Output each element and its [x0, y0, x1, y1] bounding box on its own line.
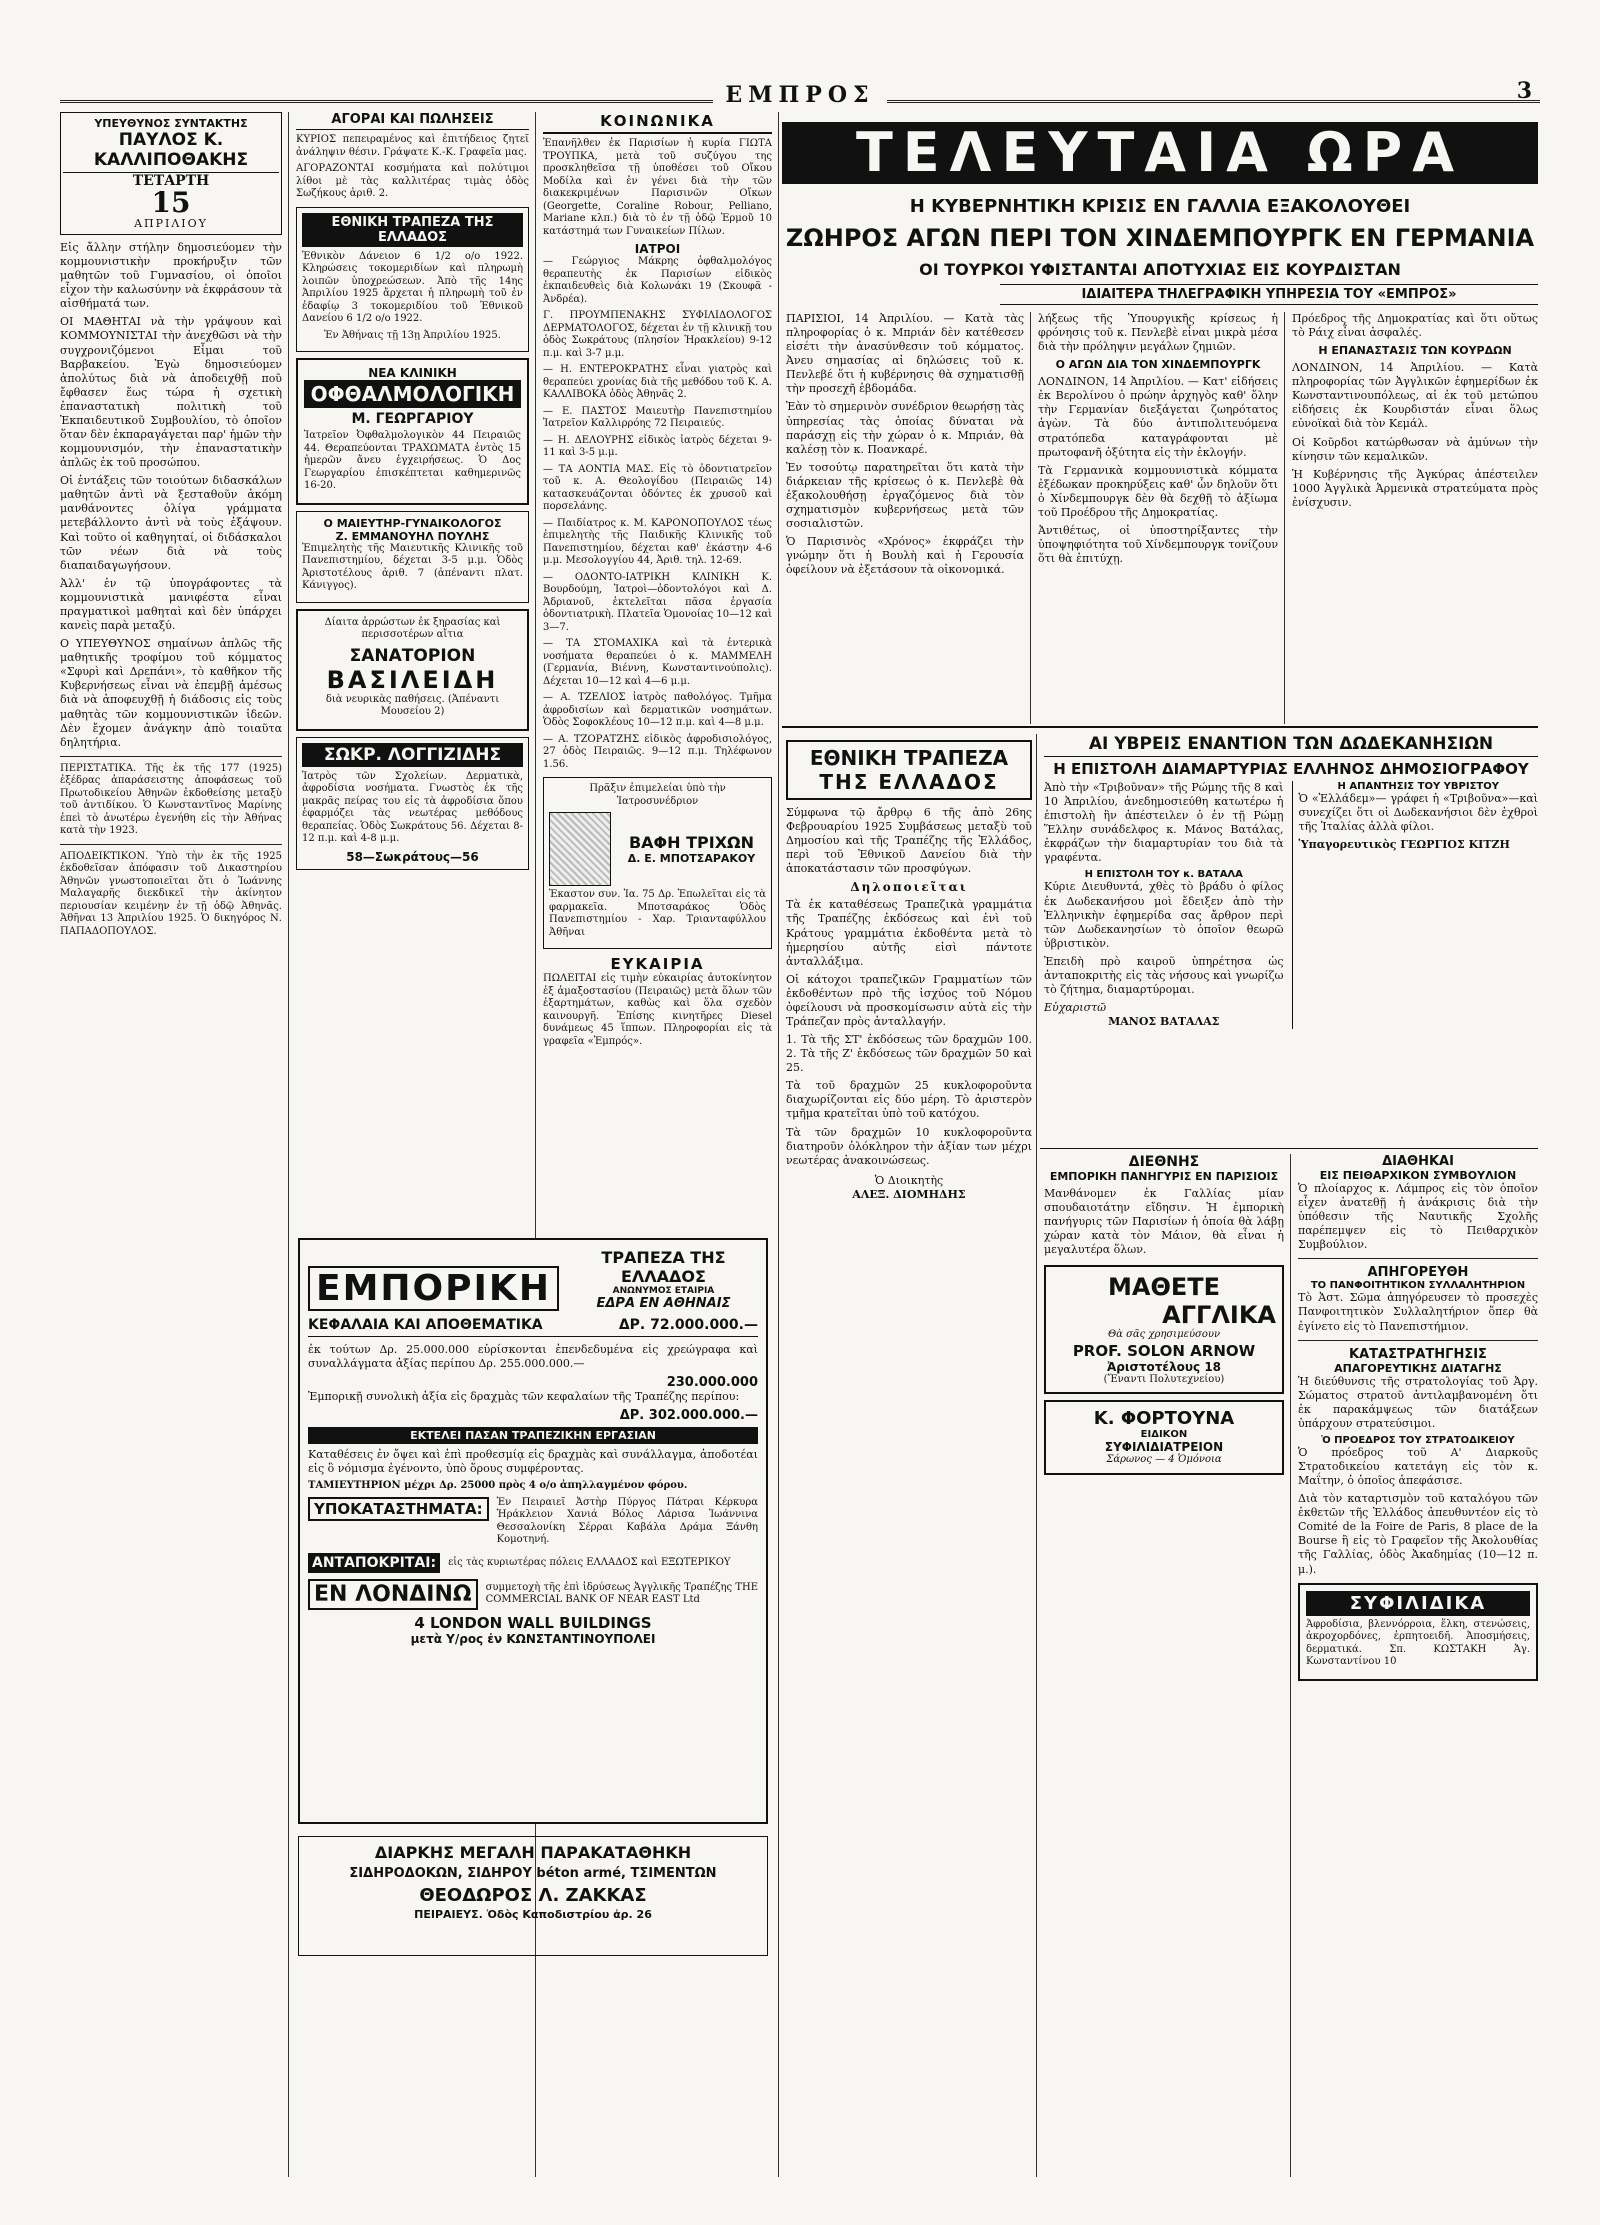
dodecanese-paragraph: Ἐπειδὴ πρὸ καιροῦ ὑπηρέτησα ὡς ἀνταποκριτὴς εἰς τὰς νήσους καὶ γνωρίζω τὸ ζήτημα, διαμαρτύρομαι. — [1044, 954, 1284, 997]
english-title: ΑΓΓΛΙΚΑ — [1162, 1301, 1276, 1330]
doctor-listing: — Α. ΤΖΕΛΙΟΣ ἰατρὸς παθολόγος. Τμῆμα ἀφροδισίων καὶ δερματικῶν νοσημάτων. Ὁδὸς Σοφοκλέους 10—12 π.μ. καὶ 4—8 μ.μ. — [543, 692, 772, 728]
news-paragraph: Ἀντιθέτως, οἱ ὑποστηρίξαντες τὴν ὑποψηφιότητα τοῦ Χίνδεμπουργκ τονίζουν ὅτι θὰ ἐπιτύχῃ. — [1038, 524, 1278, 566]
bank-notice — [296, 207, 529, 353]
english-title: ΜΑΘΕΤΕ — [1107, 1273, 1221, 1302]
hair-dye-intro: Πρᾶξιν ἐπιμελείαι ὑπὸ τὴν Ἰατροσυνέδριον — [589, 783, 726, 807]
headline-germany: ΖΩΗΡΟΣ ΑΓΩΝ ΠΕΡΙ ΤΟΝ ΧΙΝΔΕΜΠΟΥΡΓΚ ΕΝ ΓΕΡΜΑΝΙΑ — [785, 224, 1535, 252]
syphilis-text: Ἀφροδίσια, βλεννόρροια, ἕλκη, στενώσεις, ἀκροχορδόνες, ἑρπητοειδῆ. Ἀποσμήσεις, δερματικά. Σπ. ΚΩΣΤΑΚΗ Ἀγ. Κωνσταντίνου 10 — [1306, 1618, 1530, 1668]
issue-month: ΑΠΡΙΛΙΟΥ — [134, 217, 208, 230]
emporiki-bank-ad — [298, 1238, 768, 1824]
news-paragraph: ΠΑΡΙΣΙΟΙ, 14 Ἀπριλίου. — Κατὰ τὰς πληροφορίας ὁ κ. Μπριάν δὲν κατέθεσεν εἰσέτι τὴν ἀνασύνθεσιν τοῦ κόμματος. Ἀνευ σημασίας αἱ δηλώσεις τοῦ κ. Πενλεβέ ὅτι ἡ κυβέρνησις θὰ σχηματισθῇ τὴν προσεχῆ ἑβδομάδα. — [786, 312, 1024, 396]
bank2-paragraph: Τὰ τοῦ δραχμῶν 25 κυκλοφοροῦντα διαχωρίζονται εἰς δύο μέρη. Τὸ ἀριστερὸν τμῆμα κρατεῖται ὑπὸ τοῦ κατόχου. — [786, 1079, 1032, 1121]
doctor-listing: — Α. ΤΖΟΡΑΤΖΗΣ εἰδικὸς ἀφροδισιολόγος, 27 ὁδὸς Πειραιῶς. 9—12 π.μ. Τηλέφωνον 1.56. — [543, 733, 772, 770]
emporiki-constantinople: μετὰ Υ/ρος ἐν ΚΩΝΣΤΑΝΤΙΝΟΥΠΟΛΕΙ — [410, 1631, 656, 1646]
emporiki-subtitle: ΕΔΡΑ ΕΝ ΑΘΗΝΑΙΣ — [596, 1296, 731, 1311]
doctor-listing: — Ε. ΠΑΣΤΟΣ Μαιευτὴρ Πανεπιστημίου Ἰατρεῖον Καλλιρρόης 72 Πειραιεύς. — [543, 405, 772, 429]
order-subheading: ΑΠΑΓΟΡΕΥΤΙΚΗΣ ΔΙΑΤΑΓΗΣ — [1334, 1361, 1502, 1375]
bank2-paragraph: Τὰ ἐκ καταθέσεως Τραπεζικὰ γραμμάτια τῆς Τραπέζης ἐκδόσεως καὶ ἐνὶ τοῦ Κράτους γραμμάτια ἐκδοθέντα μετὰ τὸ ἡμερησίου αὐτῆς εἰσὶ πάντοτε ἀνταλλάξιμα. — [786, 898, 1032, 968]
dodecanese-signature: ΜΑΝΟΣ ΒΑΤΑΛΑΣ — [1108, 1015, 1220, 1029]
doctor-listing: Γ. ΠΡΟΥΜΠΕΝΑΚΗΣ ΣΥΦΙΛΙΔΟΛΟΓΟΣ ΔΕΡΜΑΤΟΛΟΓΟΣ, δέχεται ἐν τῇ κλινικῇ του ὁδὸς Σωκράτους (πλησίον Ἡρακλείου) 9-12 π.μ. καὶ 3-7 μ.μ. — [543, 310, 772, 359]
clinic-text: Ἰατρεῖον Ὀφθαλμολογικὸν 44 Πειραιῶς 44. Θεραπεύονται ΤΡΑΧΩΜΑΤΑ ἐντὸς 15 ἡμερῶν ἄνευ ἐγχειρήσεως. Ὁ Δος Γεωργαρίου ἐπισκέπτεται καθημερινῶς 16-20. — [304, 430, 521, 491]
sanatorium-text: διὰ νευρικὰς παθήσεις. (Ἀπέναντι Μουσείου 2) — [325, 693, 500, 717]
fair-paragraph: Μανθάνομεν ἐκ Γαλλίας μίαν σπουδαιοτάτην εἴδησιν. Ἡ ἐμπορικὴ πανήγυρις τῶν Παρισίων ἡ ὁποία θὰ λάβῃ χώραν κατὰ τὸν Μάιον, θὰ εἶναι ἡ μεγαλυτέρα ὅλων. — [1044, 1187, 1284, 1257]
dodecanese-letter-heading: Η ΕΠΙΣΤΟΛΗ ΤΟΥ κ. ΒΑΤΑΛΑ — [1084, 869, 1243, 881]
doctor-ad-address: 58—Σωκράτους—56 — [346, 849, 479, 864]
dodecanese-heading: ΑΙ ΥΒΡΕΙΣ ΕΝΑΝΤΙΟΝ ΤΩΝ ΔΩΔΕΚΑΝΗΣΙΩΝ — [1044, 734, 1538, 757]
editor-name: ΠΑΥΛΟΣ Κ. ΚΑΛΛΙΠΟΘΑΚΗΣ — [63, 130, 279, 173]
order-paragraph: Ἡ διεύθυνσις τῆς στρατολογίας τοῦ Ἀργ. Σώματος στρατοῦ ἀντιλαμβανομένη ὅτι ἐκ παρακάμψεως τῶν διατάξεων ὑπάρχουν στρατεύσιμοι. — [1298, 1374, 1538, 1430]
news-paragraph: Πρόεδρος τῆς Δημοκρατίας καὶ ὅτι οὕτως τὸ Ράιχ εἶναι ἀσφαλές. — [1292, 312, 1538, 340]
fortouna-sub2: ΣΥΦΙΛΙΔΙΑΤΡΕΙΟΝ — [1104, 1440, 1224, 1455]
emporiki-london-address: 4 LONDON WALL BUILDINGS — [414, 1613, 652, 1632]
bank2-paragraph: Οἱ κάτοχοι τραπεζικῶν Γραμματίων τῶν ἐκδοθέντων πρὸ τῆς ἰσχύος τοῦ Νόμου ὀφείλουσι νὰ προσκομίσωσιν αὐτὰ εἰς τὴν Τράπεζαν πρὸς ἀνταλλαγήν. — [786, 972, 1032, 1029]
bank2-paragraph: Σύμφωνα τῷ ἄρθρῳ 6 τῆς ἀπὸ 26ης Φεβρουαρίου 1925 Συμβάσεως μεταξὺ τοῦ Δημοσίου καὶ τῆς Τραπέζης τῆς Ἑλλάδος, περὶ τοῦ Ἐθνικοῦ Δανείου διὰ τὴν ἀποκατάστασιν τῶν προσφύγων. — [786, 806, 1032, 876]
hair-dye-title: ΒΑΦΗ ΤΡΙΧΩΝ — [628, 833, 755, 852]
emporiki-branches: Ἐν Πειραιεῖ Ἀστὴρ Πύργος Πάτραι Κέρκυρα Ἡράκλειον Χανιά Βόλος Λάρισα Ἰωάννινα Θεσσαλονίκη Σέρραι Καβάλα Δράμα Ξάνθη Κομοτηνή. — [496, 1496, 758, 1546]
doctor-listing: — ΤΑ ΑΟΝΤΙΑ ΜΑΣ. Εἰς τὸ ὀδοντιατρεῖον τοῦ κ. Α. Θεολογίδου (Πειραιῶς 14) κατασκευάζονται ὀδόντες ἐκ χρυσοῦ καὶ πορσελάνης. — [543, 463, 772, 512]
masthead — [0, 78, 1600, 108]
emporiki-amount: 230.000.000 — [666, 1375, 758, 1391]
bank2-paragraph: Τὰ τῶν δραχμῶν 10 κυκλοφοροῦντα διατηροῦν ὁλόκληρον τὴν ἀξίαν των μέχρι νεωτέρας ἀνακοινώσεως. — [786, 1125, 1032, 1167]
paris-fair-article — [1044, 1154, 1284, 1924]
doctor-ad — [296, 737, 529, 870]
news-paragraph: Ἐὰν τὸ σημερινὸν συνέδριον θεωρήσῃ τὰς ὑπηρεσίας τὰς ὁποίας δύναται νὰ παράσχῃ εἰς τὴν χώραν ὁ κ. Μπριάν, θὰ καλέσῃ τὸν κ. Ποανκαρέ. — [786, 400, 1024, 456]
hair-dye-ad — [543, 777, 772, 949]
news-subheading: Ο ΑΓΩΝ ΔΙΑ ΤΟΝ ΧΙΝΔΕΜΠΟΥΡΓΚ — [1055, 358, 1261, 372]
emporiki-deposits: Καταθέσεις ἐν ὄψει καὶ ἐπὶ προθεσμίᾳ εἰς δραχμὰς καὶ συνάλλαγμα, ἀποδοτέαι εἰς ὃ νόμισμα ἐγένοντο, ὑπὸ ὅρους συμφέροντας. — [308, 1448, 758, 1476]
news-subheading: Η ΕΠΑΝΑΣΤΑΣΙΣ ΤΩΝ ΚΟΥΡΔΩΝ — [1318, 344, 1512, 358]
bank2-signature-name: ΑΛΕΞ. ΔΙΟΜΗΔΗΣ — [852, 1187, 966, 1201]
editorial-paragraph: Οἱ ἐντάξεις τῶν τοιούτων διδασκάλων μαθητῶν ἀντὶ νὰ ξεσταθοῦν ἀκόμη μανθάνοντες ὀλίγα γράμματα μετεβάλλοντο ἀντὶ νὰ τοὺς ἐξάψουν. Καὶ τοῦτο οἱ καθηγηταί, οἱ διδάσκαλοι τῶν νέων διὰ νὰ τοὺς διαπαιδαγωγήσουν. — [60, 474, 282, 572]
emporiki-subtitle: ΤΡΑΠΕΖΑ ΤΗΣ ΕΛΛΑΔΟΣ — [601, 1248, 726, 1286]
zakkas-address: ΠΕΙΡΑΙΕΥΣ. Ὁδὸς Καποδιστρίου ἀρ. 26 — [414, 1908, 652, 1921]
classified-ad: ΚΥΡΙΟΣ πεπειραμένος καὶ ἐπιτήδειος ζητεῖ ἀνάληψιν θέσιν. Γράψατε Κ.-Κ. Γραφεῖα μας. — [296, 134, 529, 158]
national-bank-notice — [786, 734, 1032, 1884]
editor-box — [60, 112, 282, 235]
dodecanese-closing: Εὐχαριστῶ — [1044, 1001, 1107, 1015]
news-column-germany — [1038, 312, 1278, 722]
section-heading: ΑΓΟΡΑΙ ΚΑΙ ΠΩΛΗΣΕΙΣ — [296, 112, 529, 130]
bank-notice-text: Ἐθνικὸν Δάνειον 6 1/2 ο/ο 1922. Κληρώσεις τοκομεριδίων καὶ πληρωμὴ λοιπῶν ὑποχρεώσεων. Ἀπὸ τῆς 14ης Ἀπριλίου 1925 ἄρχεται ἡ πληρωμὴ τοῦ ἐν ἐδαφίῳ 3 τοκομεριδίου τοῦ Ἐθνικοῦ Δανείου 6 1/2 ο/ο 1922. — [302, 250, 523, 324]
discipline-subheading: ΕΙΣ ΠΕΙΘΑΡΧΙΚΟΝ ΣΥΜΒΟΥΛΙΟΝ — [1319, 1169, 1517, 1182]
news-paragraph: Ἡ Κυβέρνησις τῆς Ἀγκύρας ἀπέστειλεν 1000 Ἀγγλικὰ Ἀρμενικὰ στρατεύματα πρὸς ἐνίσχυσιν. — [1292, 467, 1538, 509]
hair-dye-text: Ἐκαστον συν. Ἰα. 75 Δρ. Ἐπωλεῖται εἰς τὰ φαρμακεῖα. Μποτσαράκος Ὁδὸς Πανεπιστημίου - Χαρ. Τριανταφύλλου Ἀθῆναι — [549, 889, 766, 938]
sanatorium-title: ΣΑΝΑΤΟΡΙΟΝ — [349, 645, 476, 666]
bank-notice-sign: Ἐν Ἀθήναις τῇ 13ῃ Ἀπριλίου 1925. — [324, 329, 501, 341]
domestic-news-column — [1298, 1154, 1538, 1924]
emporiki-investments: ἐκ τούτων Δρ. 25.000.000 εὑρίσκονται ἐπενδεδυμένα εἰς χρεώγραφα καὶ συναλλάγματα ἀξίας περίπου Δρ. 255.000.000.— — [308, 1343, 758, 1371]
legal-notice: ΠΕΡΙΣΤΑΤΙΚΑ. Τῆς ἐκ τῆς 177 (1925) ἐξέδρας ἀπαράσειστης ἀποφάσεως τοῦ Πρωτοδικείου Ἀθηνῶν ἐκδοθείσης μεταξὺ τοῦ ἀντιδίκου. Ὁ Κωνσταντῖνος Μαρίνης ἐπεὶ τὸ ἀνωτέρω ἐγενήθη εἰς τὴν Ἀθήνας κατὰ τὴν 1923. — [60, 762, 282, 837]
section-heading: ΚΟΙΝΩΝΙΚΑ — [543, 112, 772, 134]
doctors-heading: ΙΑΤΡΟΙ — [634, 242, 681, 256]
opportunity-heading: ΕΥΚΑΙΡΙΑ — [610, 955, 705, 973]
page-number: 3 — [1516, 78, 1532, 104]
english-address: Ἀριστοτέλους 18 — [1106, 1359, 1222, 1374]
editorial-paragraph: ΟΙ ΜΑΘΗΤΑΙ νὰ τὴν γράψουν καὶ ΚΟΜΜΟΥΝΙΣΤΑΙ τὴν ἀνεχθῶσι νὰ τὴν συγχρονιζόμενοι Εἶμαι τοῦ Βαρβακείου. Ἐγὼ δημοσιεύομεν ἀπολύτως διὰ νὰ ἀποδειχθῇ ποῦ ἔφθασεν ἕως τώρα ἡ σχετικὴ ἐπαναστατικὴ πολιτικὴ τοῦ Ἐκπαιδευτικοῦ Συμβουλίου, τὸ ὁποῖον ὅταν δὲν ἐκπαραγάγεται παρ' ἡμῶν τὴν κομμουνισμόν, τὴν ἐπαναστατικὴν ἀπλῶς ἐκ τοῦ προσώπου. — [60, 315, 282, 470]
fortouna-ad — [1044, 1400, 1284, 1475]
emporiki-london-label: ΕΝ ΛΟΝΔΙΝΩ — [308, 1579, 478, 1610]
english-lessons-ad — [1044, 1265, 1284, 1394]
section-divider — [782, 726, 1538, 728]
news-paragraph: Ὁ Παρισινὸς «Χρόνος» ἐκφράζει τὴν γνώμην ὅτι ἡ Βουλὴ καὶ ἡ Γερουσία ὀφείλουν νὰ ἐξετάσουν τὰ οἰκονομικά. — [786, 535, 1024, 577]
column-rule — [1290, 1154, 1291, 2177]
opportunity-text: ΠΩΛΕΙΤΑΙ εἰς τιμὴν εὐκαιρίας ἀυτοκίνητον ἐξ ἀμαξοστασίου (Πειραιῶς) μετὰ ὅλων τῶν ἐξαρτημάτων, καθὼς καὶ ὅλα σχεδὸν καινουργῆ. Ἐπίσης κινητῆρες Diesel δυνάμεως 45 ἵππων. Πληροφορίαι εἰς τὰ γραφεῖα «Ἐμπρός». — [543, 973, 772, 1047]
english-teacher: PROF. SOLON ARNOW — [1072, 1341, 1256, 1360]
paper-name: ΕΜΠΡΟΣ — [713, 82, 886, 108]
issue-date-number: 15 — [151, 186, 191, 219]
clinic-head: ΝΕΑ ΚΛΙΝΙΚΗ — [368, 366, 457, 380]
emporiki-london-text: συμμετοχὴ τῆς ἐπὶ ἱδρύσεως Ἀγγλικῆς Τραπέζης THE COMMERCIAL BANK OF NEAR EAST Ltd — [485, 1581, 759, 1606]
dodecanese-paragraph: Κύριε Διευθυντά, χθὲς τὸ βράδυ ὁ φίλος ἐκ Δωδεκανήσου μοὶ ἔδειξεν ἀπὸ τὴν Ἑλληνικὴν ἐφημερίδα σας ἄρθρον περὶ τῶν Δωδεκανησίων τὸ ὁποῖον θεωρῶ ὑβριστικὸν. — [1044, 880, 1284, 950]
news-paragraph: ΛΟΝΔΙΝΟΝ, 14 Ἀπριλίου. — Κατ' εἰδήσεις ἐκ Βερολίνου ὁ πρώην ἀρχηγὸς καθ' ὅλην τὴν Γερμανίαν διεξάγεται ζωηρότατος ἀγὼν. Τὰ δύο ἀντιπολιτευόμενα στρατόπεδα καταγράφονται μὲ πρωτοφανῆ ὁξύτητα εἰς τὴν ἐκλογήν. — [1038, 375, 1278, 459]
bank-notice-title: ΕΘΝΙΚΗ ΤΡΑΠΕΖΑ ΤΗΣ ΕΛΛΑΔΟΣ — [302, 213, 523, 247]
emporiki-total-amount: ΔΡ. 302.000.000.— — [619, 1408, 758, 1424]
emporiki-branches-label: ΥΠΟΚΑΤΑΣΤΗΜΑΤΑ: — [308, 1497, 489, 1521]
editor-label: ΥΠΕΥΘΥΝΟΣ ΣΥΝΤΑΚΤΗΣ — [94, 117, 248, 130]
column-rule — [288, 112, 289, 2177]
fortouna-name: Κ. ΦΟΡΤΟΥΝΑ — [1093, 1408, 1235, 1430]
discipline-paragraph: Ὁ πλοίαρχος κ. Λάμπρος εἰς τὸν ὁποῖον εἶχεν ἀνατεθῇ ἡ ἀνάκρισις διὰ τὴν ὑπόθεσιν τῆς Ναυτικῆς Σχολῆς παρέπεμψεν εἰς τὸ Πειθαρχικὸν Συμβούλιον. — [1298, 1182, 1538, 1252]
dodecanese-paragraph: Ἀπὸ τὴν «Τριβοῦναν» τῆς Ρώμης τῆς 8 καὶ 10 Ἀπριλίου, ἀνεδημοσιεύθη κατωτέρω ἡ ἐπιστολὴ ἣν ἀπέστειλεν ὁ ἐν τῇ Ρώμῃ Ἕλλην συνάδελφος κ. Μάνος Βατάλας, ἐκφράζων τὴν διαμαρτυρίαν του διὰ τὰ γραφέντα. — [1044, 781, 1284, 865]
news-paragraph: ΛΟΝΔΙΝΟΝ, 14 Ἀπριλίου. — Κατὰ πληροφορίας τῶν Ἀγγλικῶν ἐφημερίδων ἐκ Κωνσταντινουπόλεως, αἱ ἐκ τοῦ μετώπου εἰδήσεις ἐκ Κουρδιστάν εἶναι ὅλως εὐνοϊκαὶ διὰ τὸν Κεμάλ. — [1292, 361, 1538, 431]
divider — [60, 844, 282, 845]
editorial-paragraph: Εἰς ἄλλην στήλην δημοσιεύομεν τὴν κομμουνιστικὴν προκήρυξιν τῶν μαθητῶν τοῦ Γυμνασίου, οἱ ὁποῖοι εἶχον τὴν καλωσύνην νὰ ἐκφράσουν τὰ αἰσθήματά των. — [60, 241, 282, 311]
emporiki-subtitle: ΑΝΩΝΥΜΟΣ ΕΤΑΙΡΙΑ — [612, 1286, 715, 1296]
doctor-listing: — Παιδίατρος κ. Μ. ΚΑΡΟΝΟΠΟΥΛΟΣ τέως ἐπιμελητὴς τῆς Παιδικῆς Κλινικῆς τοῦ Πανεπιστημίου, δέχεται καθ' ἑκάστην 4-6 μ.μ. Μεσολογγίου 44, Ἀριθ. τηλ. 12-69. — [543, 517, 772, 566]
dodecanese-reply-signature: Ὑπαγορευτικὸς ΓΕΩΡΓΙΟΣ ΚΙΤΖΗ — [1298, 838, 1510, 852]
news-paragraph: Τὰ Γερμανικὰ κομμουνιστικὰ κόμματα ἐξέδωκαν προκηρύξεις καθ' ὧν δηλοῦν ὅτι ὁ Χίνδεμπουργκ δὲν θὰ δεχθῇ τὸ ἀξίωμα τοῦ Προέδρου τῆς Δημοκρατίας. — [1038, 463, 1278, 519]
column-rule — [778, 112, 779, 2177]
section-divider — [1040, 1148, 1538, 1149]
ban-heading: ΑΠΗΓΟΡΕΥΘΗ — [1367, 1265, 1469, 1281]
last-hour-banner: ΤΕΛΕΥΤΑΙΑ ΩΡΑ — [782, 122, 1538, 184]
doctor-listing: — Η. ΕΝΤΕΡΟΚΡΑΤΗΣ εἶναι γιατρὸς καὶ θεραπεύει χρονίας διὰ τῆς μεθόδου τοῦ Κ. Α. ΚΑΛΛΙΒΟΚΑ ὁδὸς Ἀθηνᾶς 2. — [543, 364, 772, 400]
editorial-paragraph: Ἀλλ' ἐν τῷ ὑπογράφοντες τὰ κομμουνιστικὰ μανιφέστα εἶναι πραγματικοὶ μαθηταὶ καὶ δὲν ὑπάρχει κανεὶς παρὰ μεταξύ. — [60, 576, 282, 633]
emporiki-capital-label: ΚΕΦΑΛΑΙΑ ΚΑΙ ΑΠΟΘΕΜΑΤΙΚΑ — [308, 1317, 543, 1333]
tribunal-paragraph: Ὁ πρόεδρος τοῦ Α' Διαρκοῦς Στρατοδικείου κατετάγη εἰς τὸν κ. Μαΐτην, ὁ ὁποῖος ἀπεφάσισε. — [1298, 1445, 1538, 1488]
column-rule — [1036, 734, 1037, 2177]
fair-paragraph: Διὰ τὸν καταρτισμὸν τοῦ καταλόγου τῶν ἐκθετῶν τῆς Ἑλλάδος ἀπευθυντέον εἰς τὸ Comité de la Foire de Paris, 8 place de la Bourse ἢ εἰς τὸ Γραφεῖον τῆς Ἀκολουθίας τῆς Γαλλίας, ὁδὸς Ἀκαδημίας (10—12 π. μ.). — [1298, 1492, 1538, 1576]
issue-day: ΤΕΤΑΡΤΗ — [132, 173, 210, 189]
column-rule — [1030, 312, 1031, 724]
divider — [1298, 1340, 1538, 1341]
ban-subheading: ΤΟ ΠΑΝΦΟΙΤΗΤΙΚΟΝ ΣΥΛΛΑΛΗΤΗΡΙΟΝ — [1310, 1280, 1526, 1292]
column-editorial — [60, 112, 282, 2177]
news-paragraph: Ἐν τοσούτῳ παρατηρεῖται ὅτι κατὰ τὴν διάρκειαν τῆς κρίσεως ὁ κ. Πενλεβὲ θὰ ἐξακολουθήσῃ ἐργαζόμενος διὰ τὸν σχηματισμὸν κυβερνήσεως μετὰ τῶν σοσιαλιστῶν. — [786, 460, 1024, 531]
classified-ad: ΑΓΟΡΑΖΟΝΤΑΙ κοσμήματα καὶ πολύτιμοι λίθοι μὲ τὰς καλλιτέρας τιμὰς ὁδὸς Σωζήκους ἀριθ. 2. — [296, 163, 529, 199]
sanatorium-ad — [296, 609, 529, 731]
syphilis-ad — [1298, 1583, 1538, 1681]
divider — [60, 756, 282, 757]
news-column-france — [786, 312, 1024, 722]
zakkas-products: ΣΙΔΗΡΟΔΟΚΩΝ, ΣΙΔΗΡΟΥ béton armé, ΤΣΙΜΕΝΤΩΝ — [349, 1866, 717, 1881]
emporiki-title: ΕΜΠΟΡΙΚΗ — [308, 1266, 559, 1311]
woman-portrait-icon — [549, 812, 611, 886]
bank2-notice-label: Δηλοποιεῖται — [850, 880, 968, 895]
fortouna-sub: ΕΙΔΙΚΟΝ — [1140, 1429, 1188, 1441]
doctor-listing: — Η. ΔΕΛΟΥΡΗΣ εἰδικὸς ἰατρὸς δέχεται 9-11 καὶ 3-5 μ.μ. — [543, 434, 772, 458]
hair-dye-name: Δ. Ε. ΜΠΟΤΣΑΡΑΚΟΥ — [627, 852, 756, 865]
tribunal-heading: Ὁ ΠΡΟΕΔΡΟΣ ΤΟΥ ΣΤΡΑΤΟΔΙΚΕΙΟΥ — [1321, 1434, 1515, 1446]
english-address-note: (Ἔναντι Πολυτεχνείου) — [1103, 1373, 1225, 1385]
bank2-title: ΤΗΣ ΕΛΛΑΔΟΣ — [819, 770, 999, 794]
bank2-paragraph: 1. Τὰ τῆς ΣΤ' ἐκδόσεως τῶν δραχμῶν 100. 2. Τὰ τῆς Ζ' ἐκδόσεως τῶν δραχμῶν 50 καὶ 25. — [786, 1033, 1032, 1075]
bank2-signature-title: Ὁ Διοικητὴς — [874, 1173, 944, 1187]
discipline-heading: ΔΙΑΘΗΚΑΙ — [1382, 1154, 1454, 1169]
fair-subheading: ΕΜΠΟΡΙΚΗ ΠΑΝΗΓΥΡΙΣ ΕΝ ΠΑΡΙΣΙΟΙΣ — [1049, 1170, 1279, 1183]
emporiki-correspondents-label: ΑΝΤΑΠΟΚΡΙΤΑΙ: — [308, 1553, 440, 1573]
fair-heading: ΔΙΕΘΝΗΣ — [1128, 1154, 1200, 1170]
clinic-ad — [296, 358, 529, 505]
emporiki-total-label: Ἐμπορικῇ συνολικὴ ἀξία εἰς δραχμὰς τῶν κεφαλαίων τῆς Τραπέζης περίπου: — [308, 1390, 740, 1404]
dodecanese-reply-heading: Η ΑΠΑΝΤΗΣΙΣ ΤΟΥ ΥΒΡΙΣΤΟΥ — [1337, 781, 1499, 792]
zakkas-ad — [298, 1836, 768, 1956]
order-heading: ΚΑΤΑΣΤΡΑΤΗΓΗΣΙΣ — [1349, 1346, 1487, 1362]
zakkas-name: ΘΕΟΔΩΡΟΣ Λ. ΖΑΚΚΑΣ — [419, 1885, 647, 1906]
headline-france: Η ΚΥΒΕΡΝΗΤΙΚΗ ΚΡΙΣΙΣ ΕΝ ΓΑΛΛΙΑ ΕΞΑΚΟΛΟΥΘΕΙ — [909, 196, 1411, 217]
dodecanese-article — [1044, 734, 1538, 1144]
midwife-name: Ζ. ΕΜΜΑΝΟΥΗΛ ΠΟΥΛΗΣ — [335, 529, 490, 543]
midwife-ad — [296, 511, 529, 603]
editorial-paragraph: Ο ΥΠΕΥΘΥΝΟΣ σημαίνων ἁπλῶς τῆς μαθητικῆς τροφίμου τοῦ κόμματος «Σφυρὶ καὶ Δρεπάνι», τὸ καθῆκον τῆς Κυβερνήσεως εἶναι νὰ ἐπεμβῇ ἀμέσως διὰ νὰ ἀποφευχθῇ ἡ διάδοσις εἰς τοὺς μαθητὰς τῶν κομμουνιστικῶν ἰδεῶν. Δὲν ἔχομεν ἀνάγκην ἀπὸ τοιαῦτα δηλητήρια. — [60, 637, 282, 749]
fortouna-address: Σάρωνος — 4 Ὁμόνοια — [1106, 1454, 1222, 1466]
headline-service: ΙΔΙΑΙΤΕΡΑ ΤΗΛΕΓΡΑΦΙΚΗ ΥΠΗΡΕΣΙΑ ΤΟΥ «ΕΜΠΡΟΣ» — [1000, 284, 1538, 305]
doctor-ad-text: Ἰατρὸς τῶν Σχολείων. Δερματικὰ, ἀφροδίσια νοσήματα. Γνωστὸς ἐκ τῆς μακρᾶς πείρας του εἰς τὰ ἀφροδίσια ὅπου ἐφαρμόζει τὰς νεωτέρας μεθόδους θεραπείας. Ὁδὸς Σωκράτους 56. Δέχεται 8-12 π.μ. καὶ 4-8 μ.μ. — [302, 770, 523, 844]
doctor-listing: — Γεώργιος Μάκρης ὀφθαλμολόγος θεραπευτὴς ἐκ Παρισίων εἰδικὸς ἐκπαιδευθεὶς διὰ Κολωνάκι 19 (Σκουφᾶ - Ἀνδρέα). — [543, 256, 772, 305]
emporiki-savings: ΤΑΜΙΕΥΤΗΡΙΟΝ μέχρι Δρ. 25000 πρὸς 4 ο/ο ἀπηλλαγμένον φόρου. — [308, 1480, 688, 1492]
sanatorium-intro: Δίαιτα ἀρρώστων ἐκ ξηρασίας καὶ περισσοτέρων αἴτια — [324, 616, 501, 640]
zakkas-heading: ΔΙΑΡΚΗΣ ΜΕΓΑΛΗ ΠΑΡΑΚΑΤΑΘΗΚΗ — [374, 1843, 692, 1862]
ban-paragraph: Τὸ Ἀστ. Σῶμα ἀπηγόρευσεν τὸ προσεχὲς Πανφοιτητικὸν Συλλαλητήριον ὅπερ θὰ ἐγίνετο εἰς τὸ Πανεπιστήμιον. — [1298, 1291, 1538, 1333]
english-sub: Θὰ σᾶς χρησιμεύσουν — [1107, 1329, 1221, 1341]
headline-turkey: ΟΙ ΤΟΥΡΚΟΙ ΥΦΙΣΤΑΝΤΑΙ ΑΠΟΤΥΧΙΑΣ ΕΙΣ ΚΟΥΡΔΙΣΤΑΝ — [919, 260, 1401, 279]
midwife-text: Ἐπιμελητὴς τῆς Μαιευτικῆς Κλινικῆς τοῦ Πανεπιστημίου, δέχεται 3-5 μ.μ. Ὁδὸς Ἀριστοτέλους ἀριθ. 7 (ἀπέναντι πλατ. Κάνιγγος). — [302, 542, 523, 591]
doctor-listing: — ΤΑ ΣΤΟΜΑΧΙΚΑ καὶ τὰ ἐντερικὰ νοσήματα θεραπεύει ὁ κ. ΜΑΜΜΕΛΗ (Γερμανία, Βιέννη, Κωνσταντινούπολις). Δέχεται 10—12 καὶ 4—6 μ.μ. — [543, 638, 772, 687]
clinic-title: ΟΦΘΑΛΜΟΛΟΓΙΚΗ — [304, 380, 521, 408]
doctor-listing: — ΟΔΟΝΤΟ-ΙΑΤΡΙΚΗ ΚΛΙΝΙΚΗ Κ. Βουρδούμη, Ἰατροὶ—ὀδοντολόγοι καὶ Δ. Ἀδριανοῦ, ἐκτελεῖται πᾶσα ἐργασία ὀδοντιατρικὴ. Πλατεῖα Ὁμονοίας 10—12 καὶ 3—7. — [543, 571, 772, 633]
news-paragraph: λήξεως τῆς Ὑπουργικῆς κρίσεως ἡ φρόνησις τοῦ κ. Πενλεβὲ εἶναι μικρὰ μέσα διὰ τὴν πρόληψιν μεγάλων ζημιῶν. — [1038, 312, 1278, 354]
column-rule — [1284, 312, 1285, 724]
dodecanese-subheading: Η ΕΠΙΣΤΟΛΗ ΔΙΑΜΑΡΤΥΡΙΑΣ ΕΛΛΗΝΟΣ ΔΗΜΟΣΙΟΓΡΑΦΟΥ — [1053, 760, 1529, 778]
news-paragraph: Οἱ Κοῦρδοι κατώρθωσαν νὰ ἀμύνων τὴν κίνησιν τῶν κεμαλικῶν. — [1292, 435, 1538, 463]
emporiki-operations: ΕΚΤΕΛΕΙ ΠΑΣΑΝ ΤΡΑΠΕΖΙΚΗΝ ΕΡΓΑΣΙΑΝ — [308, 1427, 758, 1444]
emporiki-correspondents: εἰς τὰς κυριωτέρας πόλεις ΕΛΛΑΔΟΣ καὶ ΕΞΩΤΕΡΙΚΟΥ — [448, 1556, 731, 1568]
syphilis-title: ΣΥΦΙΛΙΔΙΚΑ — [1306, 1591, 1530, 1616]
dodecanese-reply: Ὁ «Ἐλλάδεμ»— γράφει ἡ «Τριβοῦνα»—καὶ συνεχίζει ὅτι οἱ Δωδεκανήσιοι δὲν ἐχθροὶ τῆς Ἰταλίας ἀλλὰ φίλοι. — [1298, 792, 1538, 834]
sanatorium-name: ΒΑΣΙΛΕΙΔΗ — [326, 665, 499, 694]
emporiki-capital-amount: ΔΡ. 72.000.000.— — [618, 1317, 758, 1333]
divider — [1298, 1258, 1538, 1259]
news-column-turkey — [1292, 312, 1538, 722]
social-note: Ἐπανῆλθεν ἐκ Παρισίων ἡ κυρία ΓΙΩΤΑ ΤΡΟΥΠΚΑ, μετὰ τοῦ συζύγου της προσκληθεῖσα τῇ ὑποθέσει τοῦ Οἴκου Μοδίλα καὶ ἐν γένει διὰ τὴν τῶν διακεκριμένων Παρισινῶν Οἴκων (Georgette, Coraline Robour, Pelliano, Mariane κλπ.) διὰ τὸ ἐν τῇ ὁδῷ Ἑρμοῦ 10 κατάστημά των Γυναικείων Πίλων. — [543, 138, 772, 237]
midwife-title: Ο ΜΑΙΕΥΤΗΡ-ΓΥΝΑΙΚΟΛΟΓΟΣ — [323, 516, 502, 530]
bank2-title: ΕΘΝΙΚΗ ΤΡΑΠΕΖΑ — [809, 746, 1009, 770]
legal-notice: ΑΠΟΔΕΙΚΤΙΚΟΝ. Ὑπὸ τὴν ἐκ τῆς 1925 ἐκδοθεῖσαν ἀπόφασιν τοῦ Δικαστηρίου Ἀθηνῶν γνωστοποιεῖται ὅτι ὁ Ἰωάννης Μαλαγαρῆς διεκδικεῖ τὴν ἀκίνητον περιουσίαν κειμένην ἐν τῇ ὁδῷ Ἀθηνᾶς. Ἀθῆναι 13 Ἀπριλίου 1925. Ὁ δικηγόρος Ν. ΠΑΠΑΔΟΠΟΥΛΟΣ. — [60, 850, 282, 937]
clinic-doctor: Μ. ΓΕΩΡΓΑΡΙΟΥ — [351, 411, 474, 427]
doctor-ad-title: ΣΩΚΡ. ΛΟΓΓΙΖΙΔΗΣ — [302, 743, 523, 767]
